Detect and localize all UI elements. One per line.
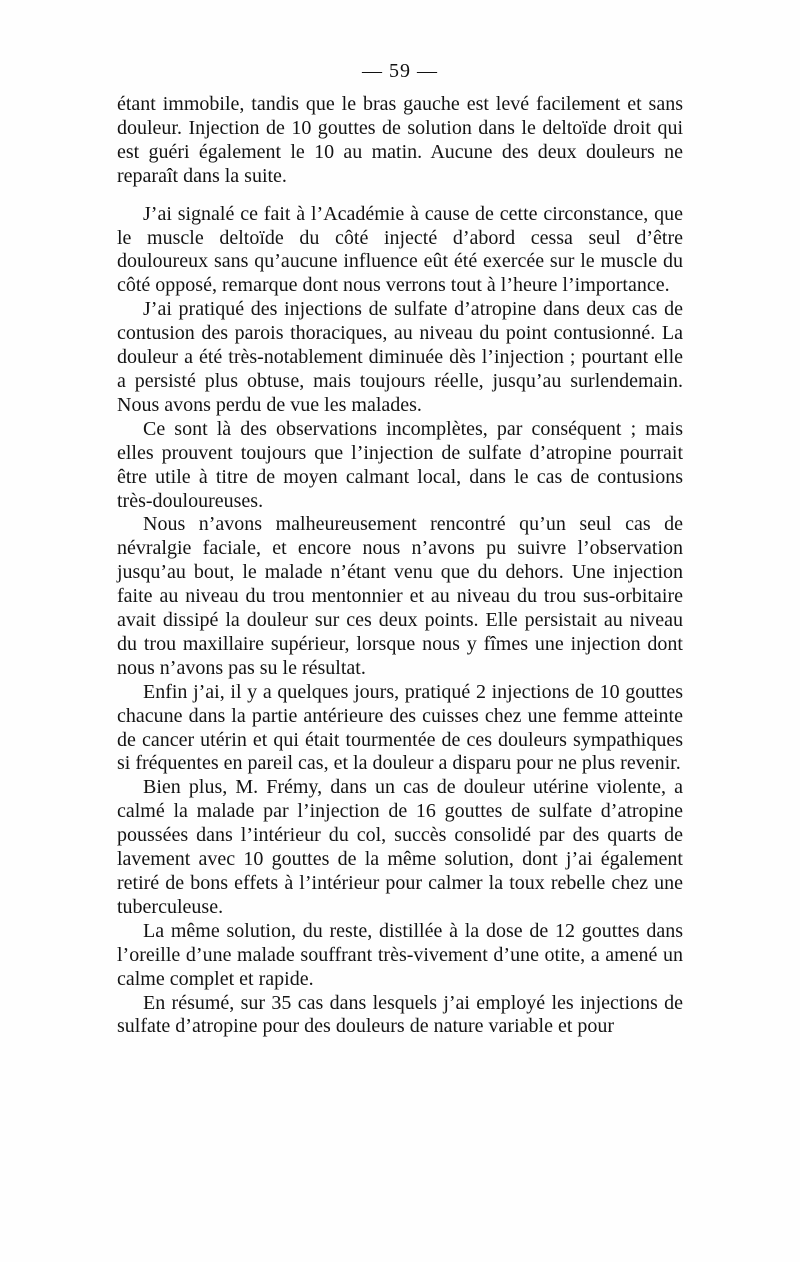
page-number: — 59 —: [362, 60, 438, 82]
paragraph-4: Ce sont là des observations incomplètes, par conséquent ; mais elles prouvent toujours que l’injection de sulfate d’atropine pourrait être utile à titre de moyen calmant local, dans le cas de contusions très-douloureuses.: [117, 417, 683, 512]
paragraph-2: J’ai signalé ce fait à l’Académie à cause de cette circonstance, que le muscle deltoïde du côté injecté d’abord cessa seul d’être douloureux sans qu’aucune influence eût été exercée sur le muscle du côté opposé, remarque dont nous verrons tout à l’heure l’importance.: [117, 202, 683, 297]
paragraph-5: Nous n’avons malheureusement rencontré qu’un seul cas de névralgie faciale, et encore nous n’avons pu suivre l’observation jusqu’au bout, le malade n’étant venu que du dehors. Une injection faite au niveau du trou mentonnier et au niveau du trou sus-orbitaire avait dissipé la douleur sur ces deux points. Elle persistait au niveau du trou maxillaire supérieur, lorsque nous y fîmes une injection dont nous n’avons pas su le résultat.: [117, 513, 683, 679]
paragraph-1: étant immobile, tandis que le bras gauche est levé facilement et sans douleur. Injection de 10 gouttes de solution dans le deltoïde droit qui est guéri également le 10 au matin. Aucune des deux douleurs ne reparaît dans la suite.: [117, 93, 683, 187]
paragraph-6: Enfin j’ai, il y a quelques jours, pratiqué 2 injections de 10 gouttes chacune dans la partie antérieure des cuisses chez une femme atteinte de cancer utérin et qui était tourmentée de ces douleurs sympathiques si fréquentes en pareil cas, et la douleur a disparu pour ne plus revenir.: [117, 680, 683, 775]
body-text: [117, 93, 683, 1039]
paragraph-9: En résumé, sur 35 cas dans lesquels j’ai employé les injections de sulfate d’atropine pour des douleurs de nature variable et pour: [117, 991, 683, 1038]
paragraph-8: La même solution, du reste, distillée à la dose de 12 gouttes dans l’oreille d’une malade souffrant très-vivement d’une otite, a amené un calme complet et rapide.: [117, 919, 683, 990]
paragraph-7: Bien plus, M. Frémy, dans un cas de douleur utérine violente, a calmé la malade par l’injection de 16 gouttes de sulfate d’atropine poussées dans l’intérieur du col, succès consolidé par des quarts de lavement avec 10 gouttes de la même solution, dont j’ai également retiré de bons effets à l’intérieur pour calmer la toux rebelle chez une tuberculeuse.: [117, 776, 683, 918]
paragraph-3: J’ai pratiqué des injections de sulfate d’atropine dans deux cas de contusion des parois thoraciques, au niveau du point contusionné. La douleur a été très-notablement diminuée dès l’injection ; pourtant elle a persisté plus obtuse, mais toujours réelle, jusqu’au surlendemain. Nous avons perdu de vue les malades.: [117, 298, 683, 416]
